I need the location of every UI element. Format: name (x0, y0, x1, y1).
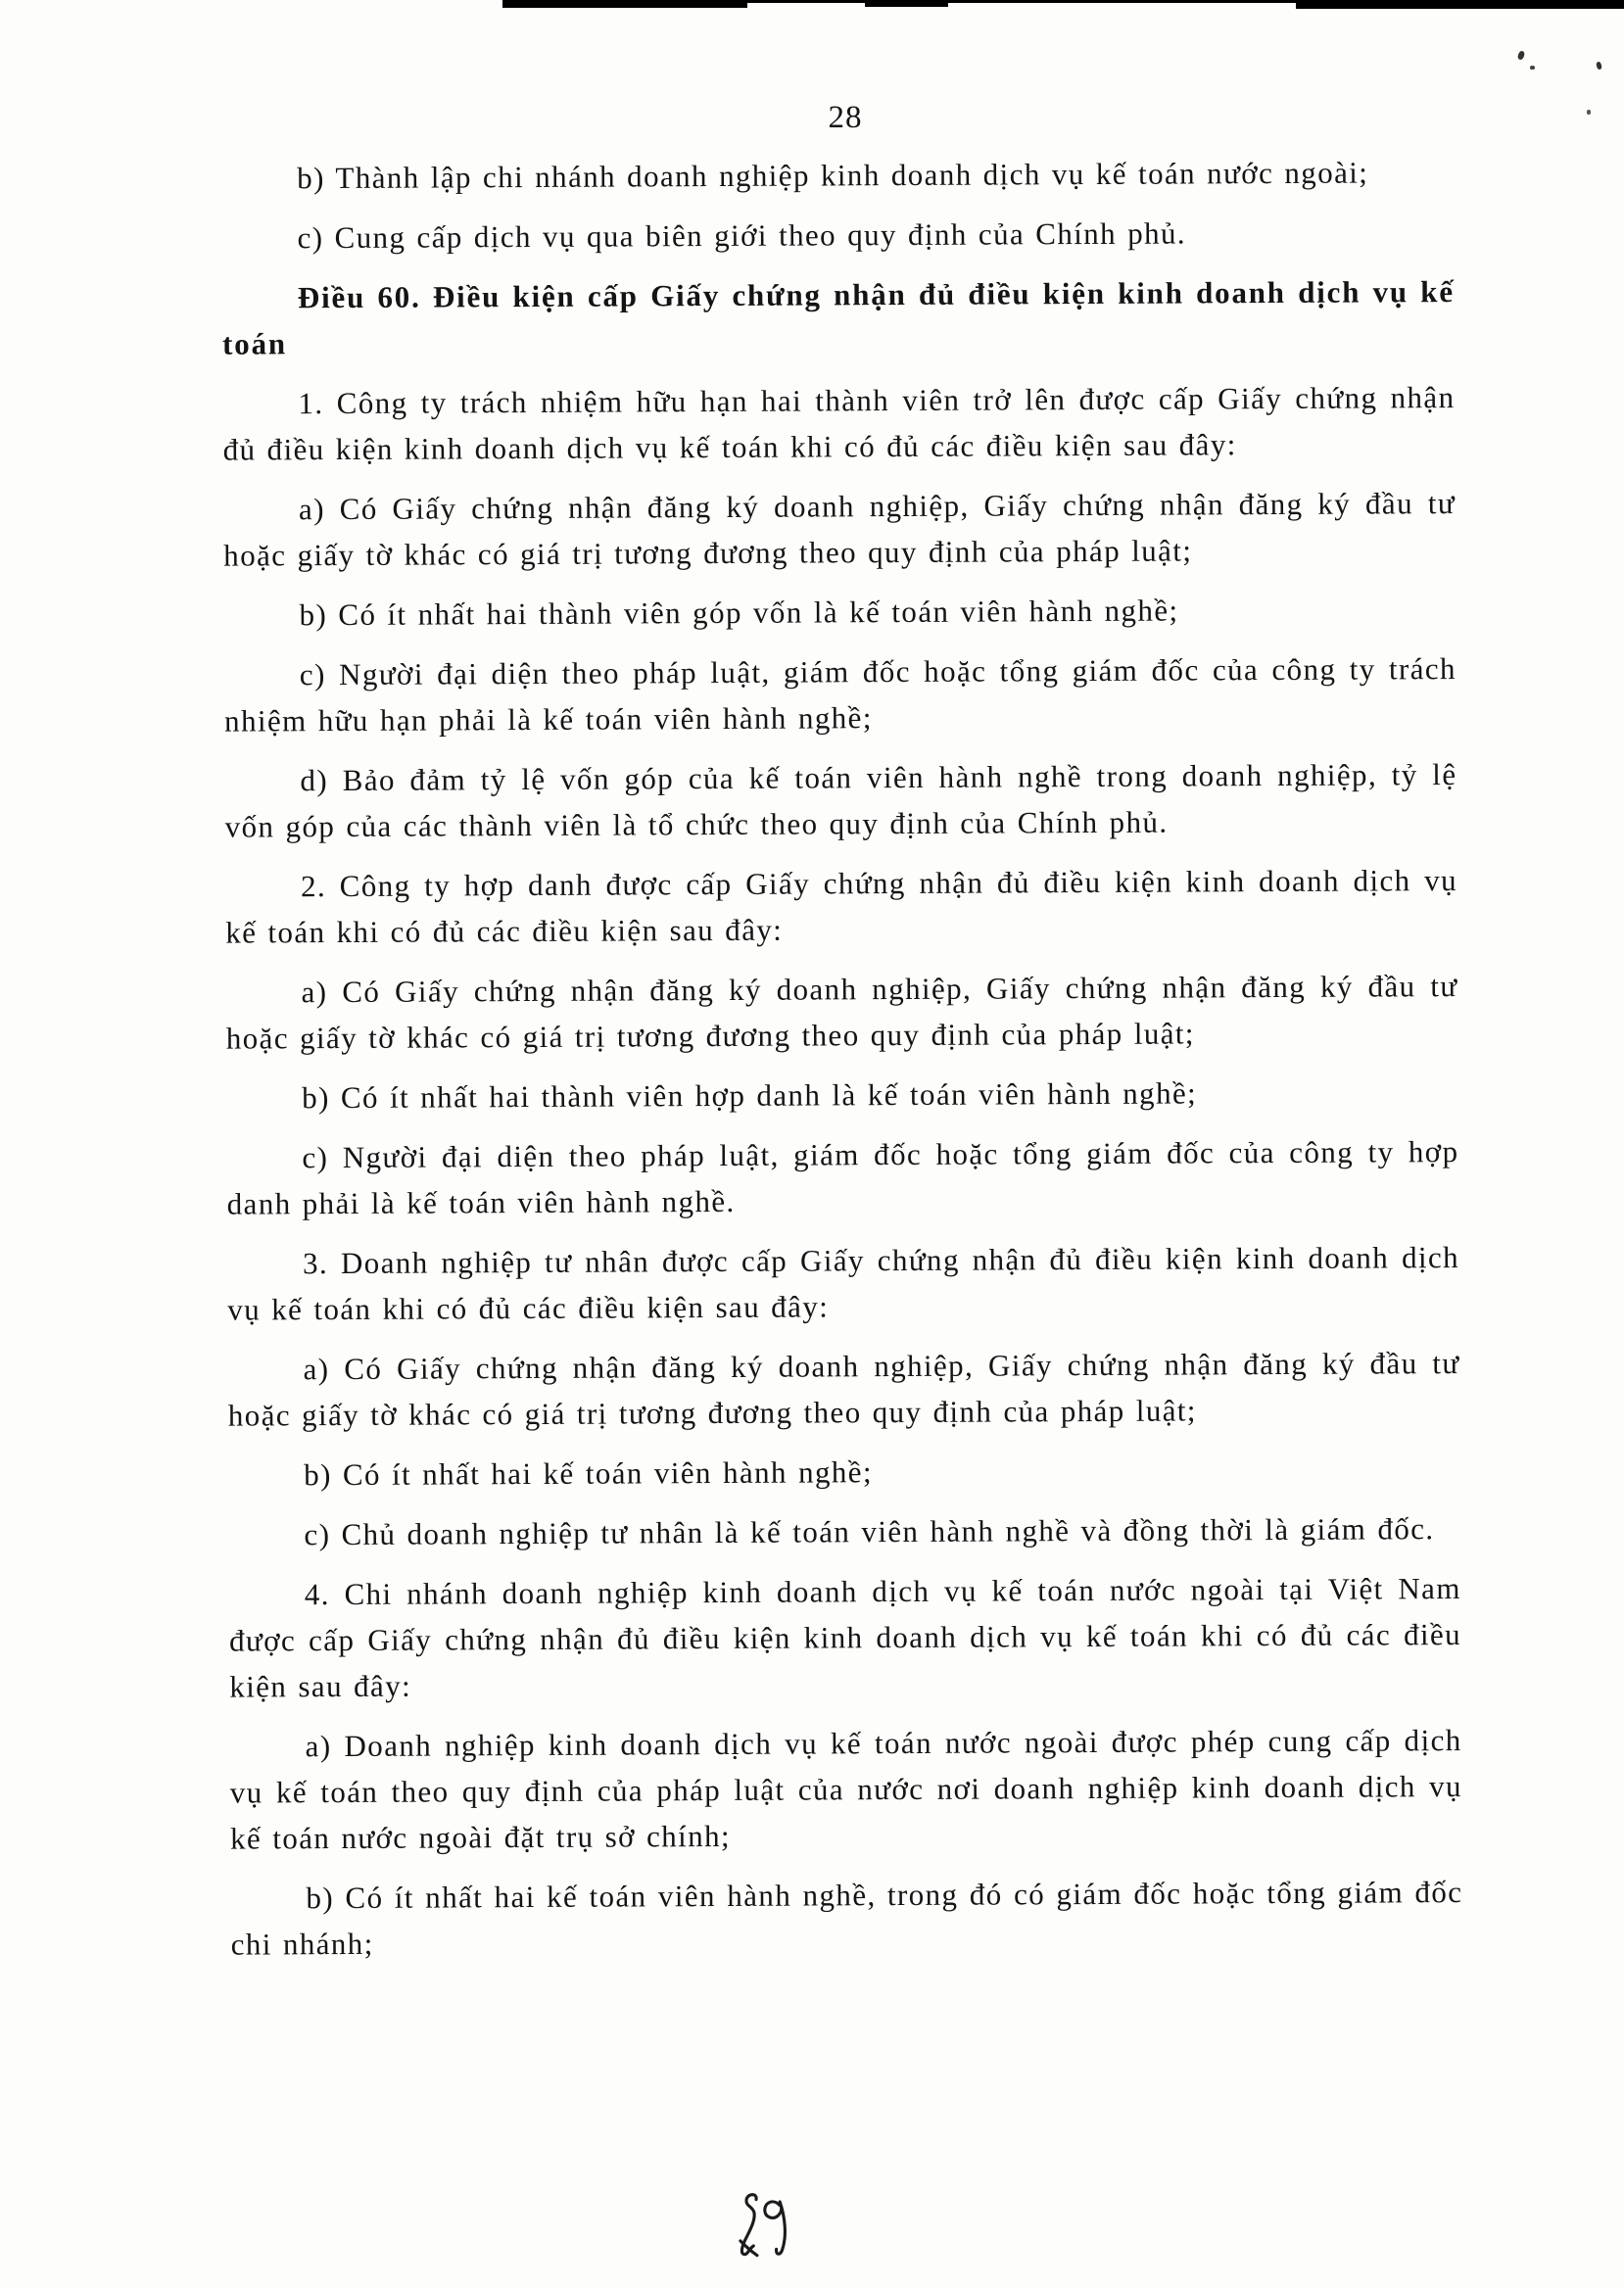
scan-speckle (1587, 110, 1591, 115)
clause-1-point-b: b) Có ít nhất hai thành viên góp vốn là kế toán viên hành nghề; (299, 593, 1179, 633)
scan-speckle (1517, 50, 1526, 61)
clause-3-point-b: b) Có ít nhất hai kế toán viên hành nghề; (304, 1454, 874, 1493)
clause-3-point-a: a) Có Giấy chứng nhận đăng ký doanh nghiệp, Giấy chứng nhận đăng ký đầu tư hoặc giấy tờ khác có giá trị tương đương theo quy định của pháp luật; (227, 1346, 1460, 1433)
clause-1-point-a: a) Có Giấy chứng nhận đăng ký doanh nghiệp, Giấy chứng nhận đăng ký đầu tư hoặc giấy tờ khác có giá trị tương đương theo quy định của pháp luật; (223, 486, 1457, 573)
paragraph-point-c-crossborder: c) Cung cấp dịch vụ qua biên giới theo quy định của Chính phủ. (297, 215, 1187, 256)
clause-4-point-a: a) Doanh nghiệp kinh doanh dịch vụ kế toán nước ngoài được phép cung cấp dịch vụ kế toán theo quy định của pháp luật của nước nơi doanh nghiệp kinh doanh dịch vụ kế toán nước ngoài đặt trụ sở chính; (229, 1723, 1462, 1856)
clause-3-intro: 3. Doanh nghiệp tư nhân được cấp Giấy chứng nhận đủ điều kiện kinh doanh dịch vụ kế toán khi có đủ các điều kiện sau đây: (227, 1240, 1460, 1327)
scan-speckle (1596, 61, 1602, 70)
scan-artifact-top-edge (747, 0, 865, 3)
handwritten-page-number (735, 2190, 799, 2264)
clause-2-intro: 2. Công ty hợp danh được cấp Giấy chứng nhận đủ điều kiện kinh doanh dịch vụ kế toán khi có đủ các điều kiện sau đây: (225, 863, 1458, 950)
scan-artifact-top-edge (865, 0, 948, 7)
scan-speckle (1530, 66, 1535, 70)
clause-1-point-c: c) Người đại diện theo pháp luật, giám đốc hoặc tổng giám đốc của công ty trách nhiệm hữu hạn phải là kế toán viên hành nghề; (224, 651, 1457, 739)
clause-4-point-b: b) Có ít nhất hai kế toán viên hành nghề, trong đó có giám đốc hoặc tổng giám đốc chi nhánh; (230, 1875, 1463, 1962)
clause-3-point-c: c) Chủ doanh nghiệp tư nhân là kế toán viên hành nghề và đồng thời là giám đốc. (304, 1511, 1435, 1552)
scan-artifact-top-edge (1296, 0, 1624, 9)
clause-2-point-a: a) Có Giấy chứng nhận đăng ký doanh nghiệp, Giấy chứng nhận đăng ký đầu tư hoặc giấy tờ khác có giá trị tương đương theo quy định của pháp luật; (225, 969, 1458, 1056)
page-number: 28 (828, 100, 863, 135)
scan-artifact-top-edge (948, 0, 1296, 3)
clause-4-intro: 4. Chi nhánh doanh nghiệp kinh doanh dịch vụ kế toán nước ngoài tại Việt Nam được cấp Giấy chứng nhận đủ điều kiện kinh doanh dịch vụ kế toán khi có đủ các điều kiện sau đây: (228, 1571, 1462, 1704)
handwritten-29-strokes (738, 2193, 787, 2257)
article-60-heading: Điều 60. Điều kiện cấp Giấy chứng nhận đủ điều kiện kinh doanh dịch vụ kế toán (222, 274, 1455, 361)
scan-artifact-top-edge (502, 0, 747, 8)
clause-2-point-b: b) Có ít nhất hai thành viên hợp danh là kế toán viên hành nghề; (302, 1075, 1198, 1116)
document-body (221, 149, 1463, 1981)
clause-1-intro: 1. Công ty trách nhiệm hữu hạn hai thành viên trở lên được cấp Giấy chứng nhận đủ điều kiện kinh doanh dịch vụ kế toán khi có đủ các điều kiện sau đây: (222, 380, 1456, 467)
clause-2-point-c: c) Người đại diện theo pháp luật, giám đốc hoặc tổng giám đốc của công ty hợp danh phải là kế toán viên hành nghề. (226, 1134, 1459, 1221)
paragraph-point-b-branch: b) Thành lập chi nhánh doanh nghiệp kinh doanh dịch vụ kế toán nước ngoài; (297, 155, 1369, 196)
clause-1-point-d: d) Bảo đảm tỷ lệ vốn góp của kế toán viên hành nghề trong doanh nghiệp, tỷ lệ vốn góp của các thành viên là tổ chức theo quy định của Chính phủ. (224, 757, 1457, 844)
